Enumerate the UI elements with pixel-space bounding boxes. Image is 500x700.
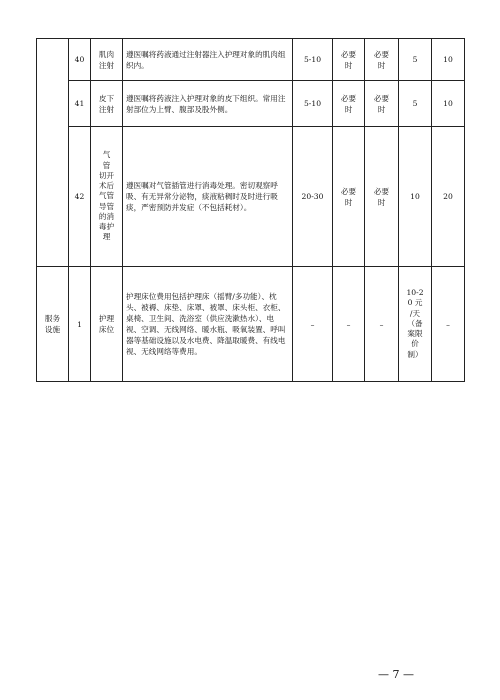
price-range: –: [293, 267, 333, 382]
frequency-cell-1: 必要 时: [333, 127, 365, 267]
table-row: [37, 39, 465, 81]
category-cell: [37, 39, 69, 267]
frequency-cell-1: 必要 时: [333, 39, 365, 81]
value-cell-1: 10-2 0 元 /天 （备 案限 价 制）: [399, 267, 432, 382]
item-name: 护理 床位: [91, 267, 123, 382]
price-range: 20-30: [293, 127, 333, 267]
table-row: [37, 267, 465, 382]
service-price-table: [36, 38, 465, 382]
item-number: 40: [69, 39, 91, 81]
price-range: 5-10: [293, 81, 333, 127]
item-name: 气 管 切开 术后 气管 导管 的消 毒护 理: [91, 127, 123, 267]
price-range: 5-10: [293, 39, 333, 81]
frequency-cell-2: 必要 时: [365, 81, 399, 127]
value-cell-2: 10: [432, 39, 465, 81]
frequency-cell-2: 必要 时: [365, 127, 399, 267]
value-cell-1: 5: [399, 39, 432, 81]
value-cell-2: 10: [432, 81, 465, 127]
value-cell-1: 5: [399, 81, 432, 127]
item-description: 护理床位费用包括护理床（摇臂/多功能）、枕头、被褥、床垫、床罩、被罩、床头柜、衣柜、桌椅、卫生间、洗浴室（供应洗漱热水）、电视、空调、无线网络、暖水瓶、吸氧装置、呼叫器等基础设施以及水电费、降温取暖费、有线电视、无线网络等费用。: [123, 267, 293, 382]
table-row: [37, 81, 465, 127]
frequency-cell-1: 必要 时: [333, 81, 365, 127]
item-name: 皮下 注射: [91, 81, 123, 127]
value-cell-2: –: [432, 267, 465, 382]
frequency-cell-2: –: [365, 267, 399, 382]
page-number: — 7 —: [378, 668, 414, 681]
item-number: 1: [69, 267, 91, 382]
item-number: 41: [69, 81, 91, 127]
item-description: 遵医嘱将药液通过注射器注入护理对象的肌肉组织内。: [123, 39, 293, 81]
item-description: 遵医嘱对气管插管进行消毒处理。密切观察呼吸、有无异常分泌物，痰液粘稠时及时进行吸痰，严密预防并发症（不包括耗材）。: [123, 127, 293, 267]
value-cell-2: 20: [432, 127, 465, 267]
item-name: 肌肉 注射: [91, 39, 123, 81]
item-description: 遵医嘱将药液注入护理对象的皮下组织。常用注射部位为上臂、腹部及股外侧。: [123, 81, 293, 127]
frequency-cell-2: 必要 时: [365, 39, 399, 81]
table-row: [37, 127, 465, 267]
value-cell-1: 10: [399, 127, 432, 267]
item-number: 42: [69, 127, 91, 267]
category-cell: 服务 设施: [37, 267, 69, 382]
frequency-cell-1: –: [333, 267, 365, 382]
